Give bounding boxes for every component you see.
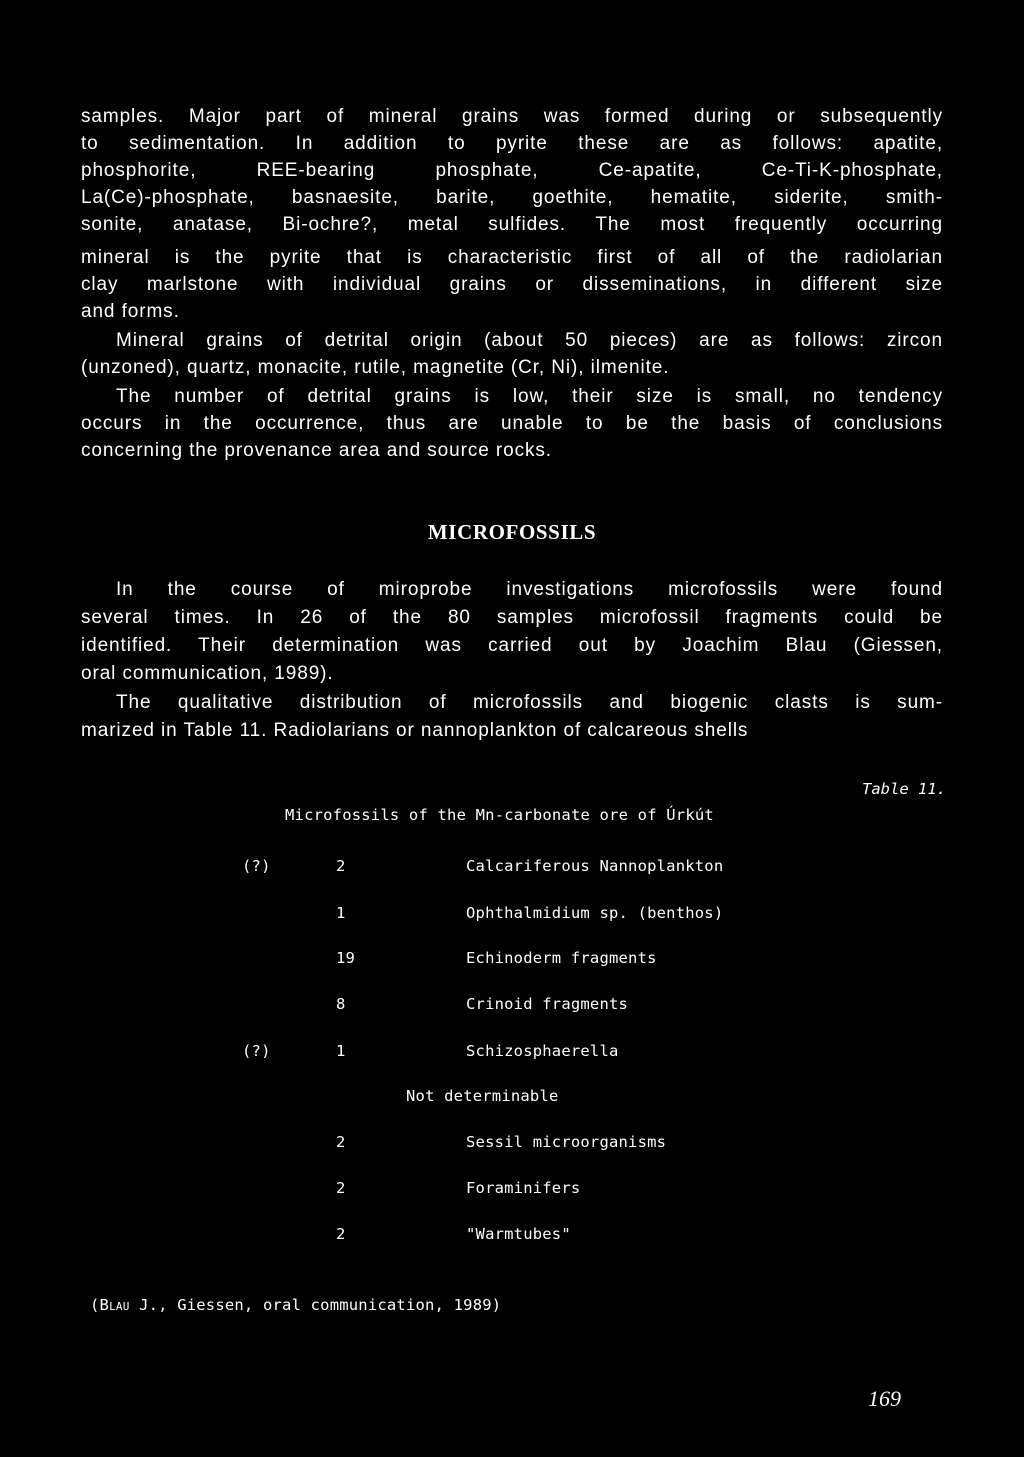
paragraph-1-line-7: clay marlstone with individual grains or disseminations, in different size [81, 274, 943, 295]
table-row-6-count: 2 [336, 1133, 346, 1151]
table-row-6-name: Sessil microorganisms [466, 1133, 667, 1151]
table-row-3-count: 19 [336, 949, 356, 967]
paragraph-5-line-1: The qualitative distribution of microfossils and biogenic clasts is sum- [116, 692, 943, 713]
table-row-1-count: 2 [336, 857, 346, 875]
page-number: 169 [868, 1386, 901, 1411]
table-row-7-count: 2 [336, 1179, 346, 1197]
paragraph-4-line-3: identified. Their determination was carried out by Joachim Blau (Giessen, [81, 635, 943, 656]
paragraph-1-line-4: La(Ce)-phosphate, basnaesite, barite, goethite, hematite, siderite, smith- [81, 187, 943, 208]
table-row-3-name: Echinoderm fragments [466, 949, 657, 967]
table-row-4-name: Crinoid fragments [466, 995, 629, 1013]
paragraph-1-line-3: phosphorite, REE-bearing phosphate, Ce-apatite, Ce-Ti-K-phosphate, [81, 160, 943, 181]
paragraph-1-line-6: mineral is the pyrite that is characteristic first of all of the radiolarian [81, 247, 943, 268]
paragraph-3-line-1: The number of detrital grains is low, their size is small, no tendency [116, 386, 943, 407]
table-label: Table 11. [862, 780, 946, 798]
table-row-1-flag: (?) [242, 857, 271, 875]
paragraph-5-line-2: marized in Table 11. Radiolarians or nannoplankton of calcareous shells [81, 720, 749, 741]
paragraph-4-line-4: oral communication, 1989). [81, 663, 334, 684]
source-author: Blau [99, 1296, 130, 1314]
paragraph-2-line-1: Mineral grains of detrital origin (about 50 pieces) are as follows: zircon [116, 330, 943, 351]
table-subheading: Not determinable [406, 1087, 559, 1105]
source-prefix: ( [90, 1296, 100, 1314]
table-source-note [90, 1296, 501, 1314]
paragraph-1-line-1: samples. Major part of mineral grains was formed during or subsequently [81, 106, 943, 127]
table-title: Microfossils of the Mn-carbonate ore of Úrkút [285, 806, 714, 824]
paragraph-3-line-3: concerning the provenance area and source rocks. [81, 440, 552, 461]
table-row-4-count: 8 [336, 995, 346, 1013]
paragraph-4-line-2: several times. In 26 of the 80 samples microfossil fragments could be [81, 607, 943, 628]
table-row-7-name: Foraminifers [466, 1179, 581, 1197]
table-row-5-flag: (?) [242, 1042, 271, 1060]
paragraph-1-line-8: and forms. [81, 301, 180, 322]
paragraph-2-line-2: (unzoned), quartz, monacite, rutile, magnetite (Cr, Ni), ilmenite. [81, 357, 670, 378]
paragraph-3-line-2: occurs in the occurrence, thus are unable to be the basis of conclusions [81, 413, 943, 434]
table-row-2-count: 1 [336, 904, 346, 922]
table-row-8-count: 2 [336, 1225, 346, 1243]
section-heading: MICROFOSSILS [427, 520, 597, 544]
table-row-5-count: 1 [336, 1042, 346, 1060]
table-row-8-name: "Warmtubes" [466, 1225, 571, 1243]
source-rest: J., Giessen, oral communication, 1989) [129, 1296, 502, 1314]
paragraph-1-line-2: to sedimentation. In addition to pyrite these are as follows: apatite, [81, 133, 943, 154]
table-row-1-name: Calcariferous Nannoplankton [466, 857, 724, 875]
paragraph-4-line-1: In the course of miroprobe investigations microfossils were found [116, 579, 943, 600]
table-row-5-name: Schizosphaerella [466, 1042, 619, 1060]
table-row-2-name: Ophthalmidium sp. (benthos) [466, 904, 724, 922]
paragraph-1-line-5: sonite, anatase, Bi-ochre?, metal sulfides. The most frequently occurring [81, 214, 943, 235]
